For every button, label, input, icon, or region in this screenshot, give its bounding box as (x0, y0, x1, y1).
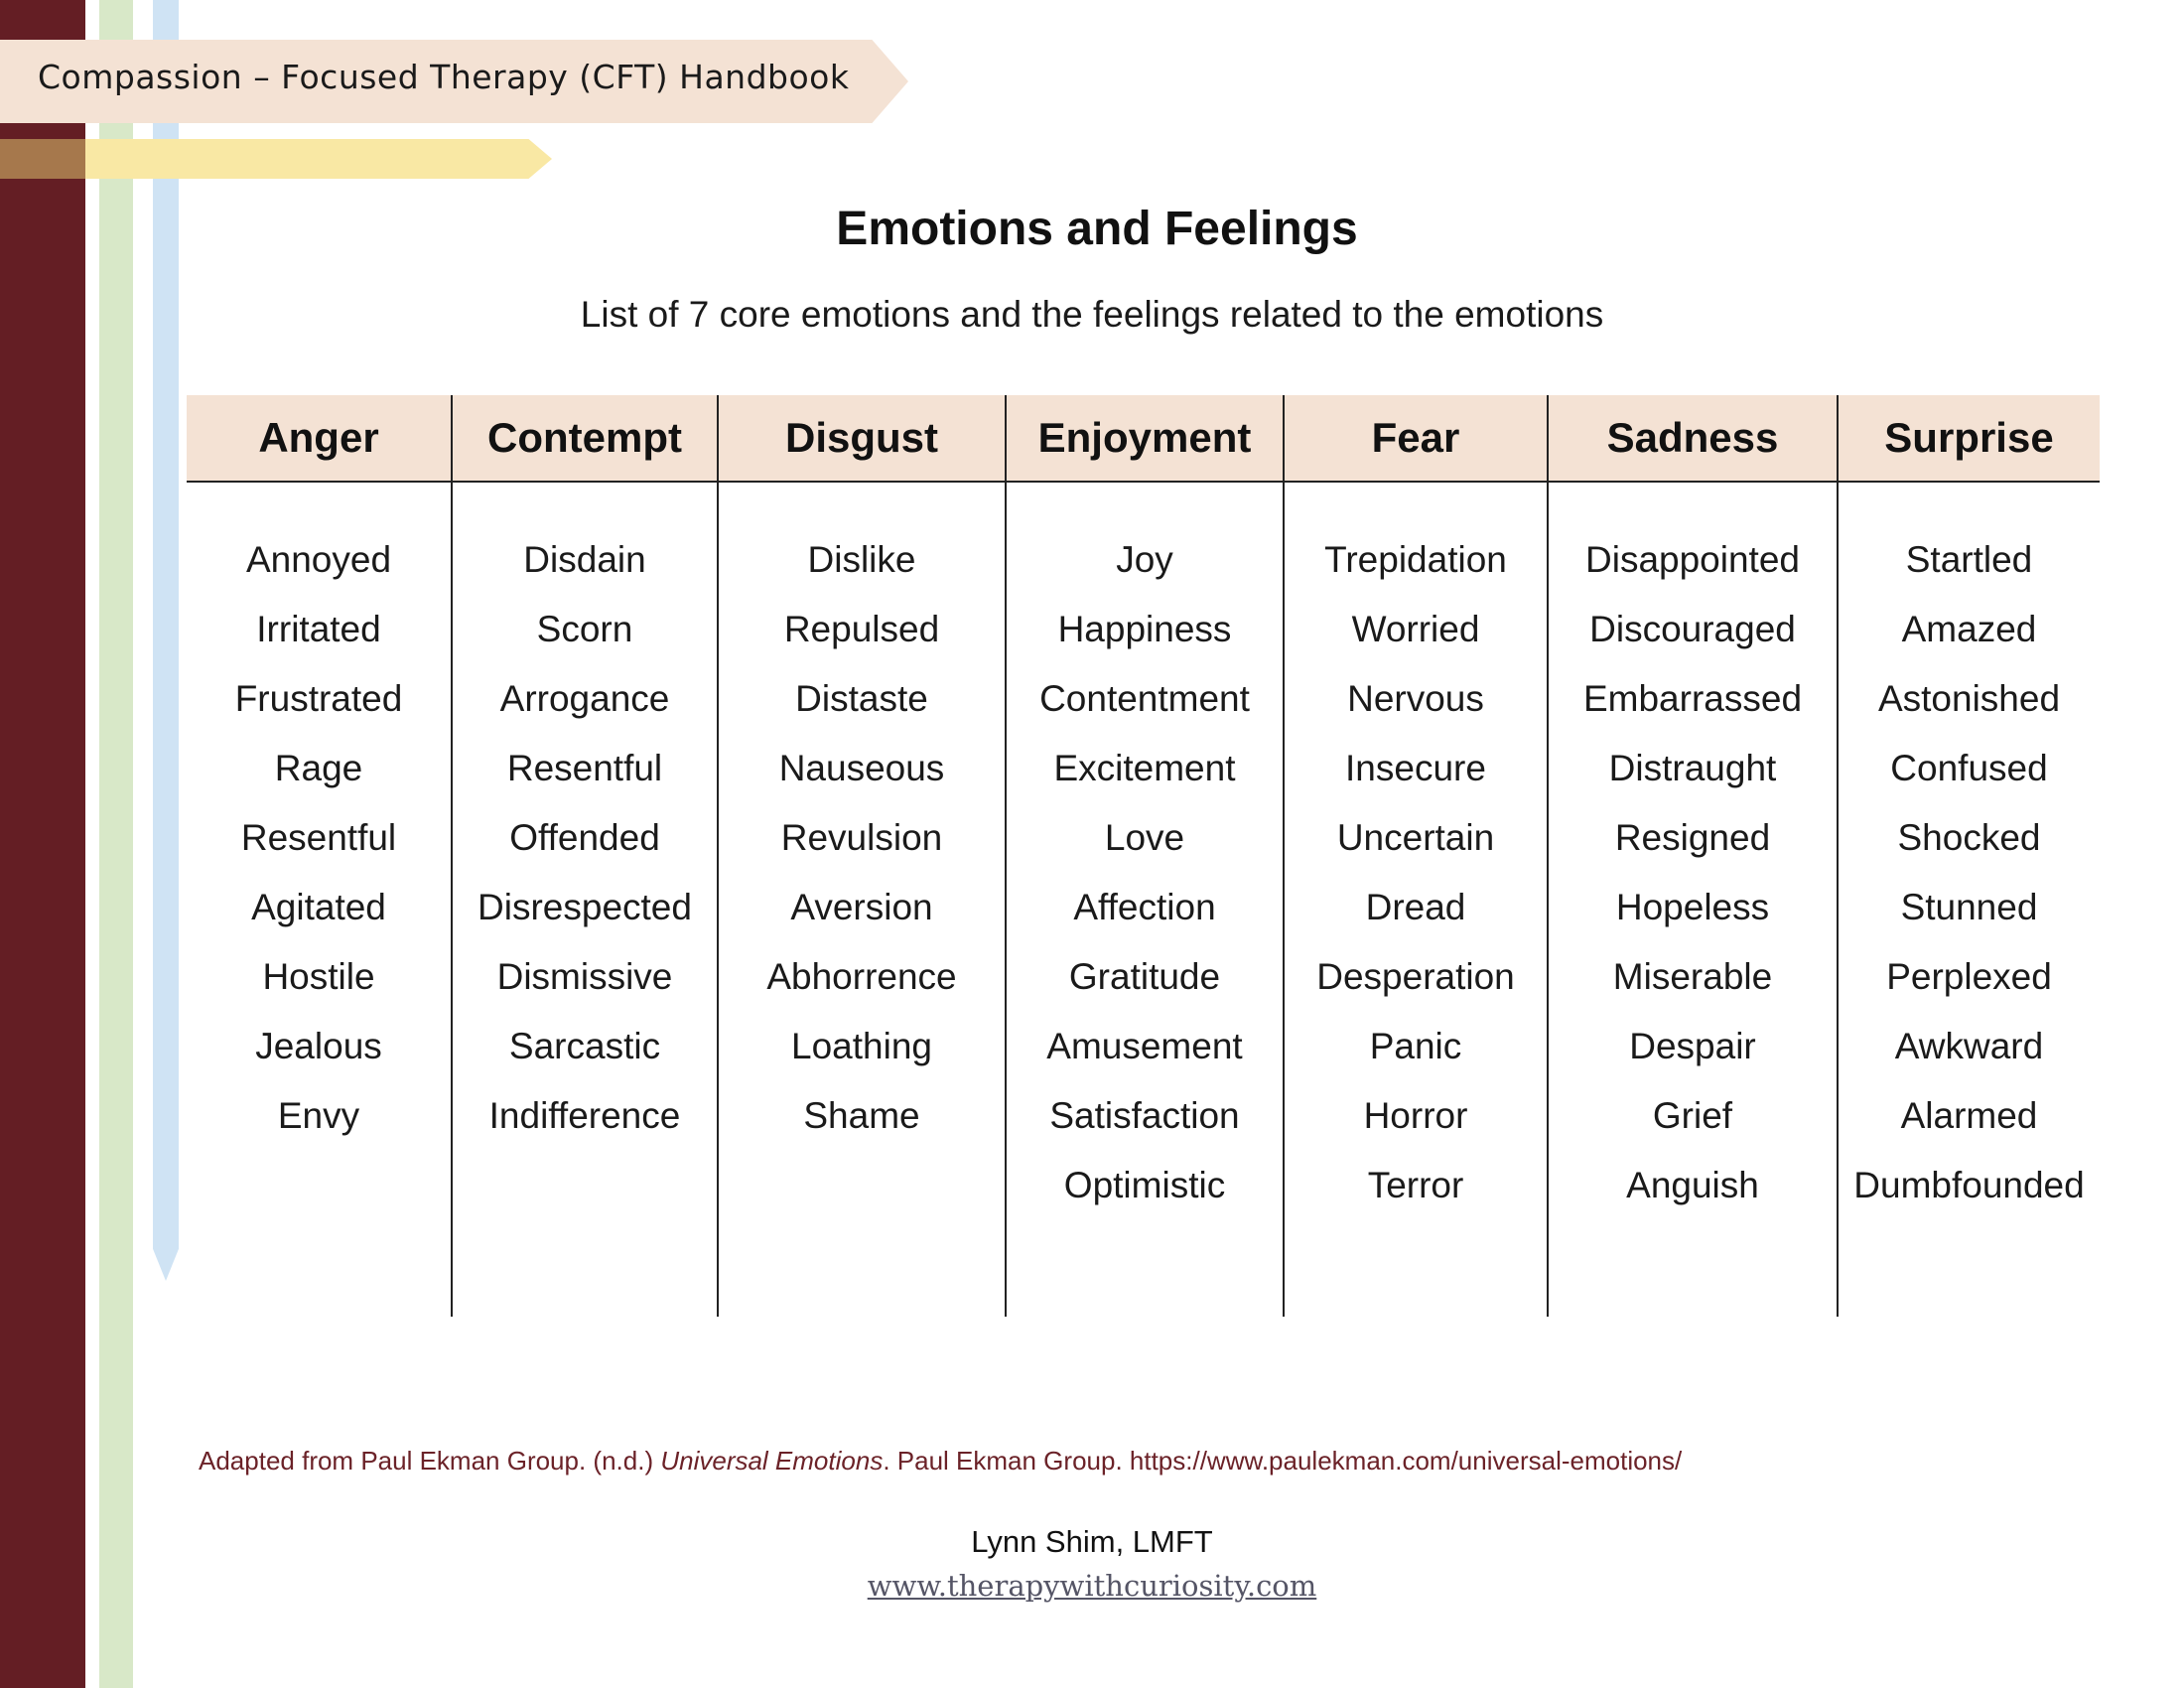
feeling-item: Despair (1629, 1026, 1756, 1066)
emotion-heading: Sadness (1606, 414, 1779, 461)
feeling-item: Anguish (1626, 1165, 1759, 1205)
feeling-item: Disrespected (478, 887, 692, 927)
feeling-item: Confused (1890, 748, 2048, 788)
feelings-list (1007, 481, 1283, 1237)
feeling-item: Dislike (807, 539, 916, 580)
feelings-list (719, 481, 1005, 1168)
feeling-item: Happiness (1057, 609, 1232, 649)
emotion-heading: Disgust (784, 414, 938, 461)
citation-suffix: . Paul Ekman Group. https://www.paulekman.com/universal-emotions/ (883, 1446, 1683, 1476)
emotion-column-surprise (1837, 395, 2100, 1317)
emotion-column-contempt (451, 395, 717, 1317)
page-subtitle: List of 7 core emotions and the feelings related to the emotions (580, 294, 1604, 335)
feelings-list (1285, 481, 1547, 1237)
feeling-item: Satisfaction (1049, 1095, 1240, 1136)
feeling-item: Gratitude (1068, 956, 1221, 997)
feeling-item: Insecure (1345, 748, 1486, 788)
feeling-item: Panic (1369, 1026, 1462, 1066)
feeling-item: Dread (1365, 887, 1466, 927)
feeling-item: Abhorrence (766, 956, 957, 997)
feeling-item: Optimistic (1063, 1165, 1226, 1205)
feeling-item: Loathing (791, 1026, 932, 1066)
feeling-item: Resentful (240, 817, 397, 858)
author-name: Lynn Shim, LMFT (971, 1524, 1213, 1559)
feeling-item: Dismissive (496, 956, 673, 997)
feeling-item: Shame (803, 1095, 920, 1136)
feeling-item: Resigned (1614, 817, 1771, 858)
feeling-item: Resentful (506, 748, 663, 788)
feeling-item: Rage (274, 748, 363, 788)
brown-accent-bar (0, 139, 85, 179)
feeling-item: Joy (1116, 539, 1173, 580)
feeling-item: Trepidation (1324, 539, 1507, 580)
feeling-item: Disdain (523, 539, 646, 580)
feelings-list (453, 481, 717, 1168)
feeling-item: Disappointed (1585, 539, 1800, 580)
feeling-item: Stunned (1900, 887, 2038, 927)
feeling-item: Hostile (262, 956, 375, 997)
citation-prefix: Adapted from Paul Ekman Group. (n.d.) (199, 1446, 661, 1476)
feeling-item: Contentment (1039, 678, 1250, 719)
emotion-column-enjoyment (1005, 395, 1283, 1317)
feeling-item: Envy (277, 1095, 360, 1136)
feelings-list (187, 481, 451, 1168)
feeling-item: Startled (1905, 539, 2033, 580)
feeling-item: Desperation (1316, 956, 1515, 997)
feeling-item: Perplexed (1886, 956, 2052, 997)
feeling-item: Aversion (790, 887, 933, 927)
feeling-item: Annoyed (245, 539, 392, 580)
feeling-item: Scorn (536, 609, 633, 649)
feeling-item: Nauseous (778, 748, 945, 788)
feeling-item: Sarcastic (508, 1026, 661, 1066)
feeling-item: Awkward (1894, 1026, 2044, 1066)
emotion-heading: Surprise (1884, 414, 2054, 461)
yellow-accent-arrow (85, 139, 552, 179)
page-title: Emotions and Feelings (836, 203, 1358, 255)
feeling-item: Agitated (251, 887, 386, 927)
feeling-item: Horror (1363, 1095, 1468, 1136)
feeling-item: Miserable (1612, 956, 1773, 997)
feeling-item: Shocked (1897, 817, 2041, 858)
feeling-item: Alarmed (1900, 1095, 2038, 1136)
feeling-item: Love (1104, 817, 1185, 858)
feeling-item: Hopeless (1615, 887, 1770, 927)
feeling-item: Excitement (1053, 748, 1236, 788)
feeling-item: Jealous (255, 1026, 382, 1066)
emotion-column-anger (187, 395, 451, 1317)
feeling-item: Distraught (1608, 748, 1777, 788)
feeling-item: Discouraged (1589, 609, 1796, 649)
emotion-column-fear (1283, 395, 1547, 1317)
feeling-item: Dumbfounded (1853, 1165, 2085, 1205)
feeling-item: Affection (1073, 887, 1216, 927)
emotion-heading: Enjoyment (1037, 414, 1252, 461)
emotion-column-sadness (1547, 395, 1837, 1317)
blue-stripe (153, 0, 179, 1281)
emotions-table (187, 395, 2100, 1317)
feeling-item: Indifference (488, 1095, 681, 1136)
header-banner-text: Compassion – Focused Therapy (CFT) Handbook (38, 58, 850, 96)
website-link[interactable]: www.therapywithcuriosity.com (867, 1569, 1317, 1603)
emotion-column-disgust (717, 395, 1005, 1317)
feeling-item: Offended (509, 817, 660, 858)
feeling-item: Nervous (1347, 678, 1484, 719)
feelings-list (1549, 481, 1837, 1237)
feeling-item: Embarrassed (1582, 678, 1803, 719)
emotion-heading: Anger (258, 414, 379, 461)
maroon-stripe (0, 0, 85, 1688)
feelings-list (1839, 481, 2100, 1237)
citation (199, 1446, 1682, 1477)
feeling-item: Terror (1367, 1165, 1464, 1205)
feeling-item: Uncertain (1336, 817, 1495, 858)
website (179, 1569, 2005, 1603)
feeling-item: Frustrated (234, 678, 403, 719)
feeling-item: Irritated (256, 609, 381, 649)
feeling-item: Worried (1351, 609, 1480, 649)
feeling-item: Distaste (795, 678, 928, 719)
feeling-item: Amusement (1046, 1026, 1243, 1066)
emotion-heading: Contempt (487, 414, 682, 461)
feeling-item: Grief (1652, 1095, 1733, 1136)
citation-title: Universal Emotions (660, 1446, 884, 1476)
feeling-item: Astonished (1877, 678, 2061, 719)
emotion-heading: Fear (1371, 414, 1460, 461)
feeling-item: Repulsed (783, 609, 940, 649)
feeling-item: Arrogance (499, 678, 670, 719)
feeling-item: Revulsion (780, 817, 943, 858)
feeling-item: Amazed (1901, 609, 2037, 649)
